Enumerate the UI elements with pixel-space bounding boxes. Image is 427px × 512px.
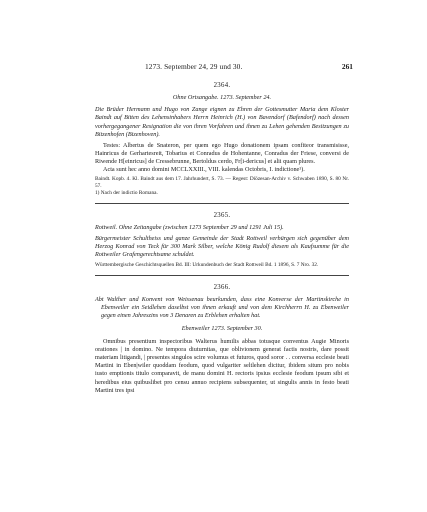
entry-2364 — [95, 82, 349, 204]
page-number: 261 — [341, 62, 353, 71]
document-page — [95, 62, 353, 395]
entry-summary: Bürgermeister Schultheiss und ganze Gemeinde der Stadt Rottweil verbürgen sich gegenüber dem Herzog Konrad von Teck für 300 Mark Silber, welche König Rudolf diesem als Kaufsumme für die Rottweiler Grafengerechtsame schuldet. — [95, 234, 349, 258]
entry-place-date: Ebenweiler 1273. September 30. — [181, 324, 263, 332]
entry-summary: Abt Walther und Konvent von Weissenau beurkunden, dass eine Konverse der Martinskirche in Ebenweiler ein Seidlehen daselbst von ihnen erkauft und von dem Kirchherrn H. zu Ebenweiler gegen einen Jahreszins von 3 Denaren zu Erblehen erhalten hat. — [95, 295, 349, 320]
entry-text: Testes: Albertus de Snateron, per quem ego Hugo donationem ipsam confiteor transmisisse, Hainricus de Gerhartesreit, Tobarius et Conradus de Hohentanne, Conradus der Friese, conversi de Riwende H[einricus] de Cressebrunne, Bertoldus cerdo, Fr[i-dericus] et alii quam plures. — [95, 141, 349, 166]
entry-text: Omnibus presentium inspectoribus Walterus humilis abbas totusque conventus Augie Minoris orationes | in domino. Ne tempora diuturnitas, que oblivionem generat factis nostris, dare possit materiam litigandi, | presentes singulos scire volumus et futuros, quod soror . . conversa ecclesie beati Martini in Eben|wiler quoddam feodum, quod vulgariter seltlehen dicitur, ibidem situm pro nobis iusto emptionis titulo comparavit, de manu domini H. rectoris ipsius ecclesie feodum ipsum sibi et heredibus eius quibuslibet pro censu annuo recipiens subsequenter, ut singulis annis in festo beati Martini tres ipsi — [95, 337, 349, 394]
entry-footnote: 1) Nach der indictio Romana. — [95, 190, 158, 197]
entry-place-date: Rottweil. Ohne Zeitangabe (zwischen 1273 September 29 und 1291 Juli 15). — [95, 224, 284, 232]
entry-divider — [95, 275, 349, 276]
entry-source: Württembergische Geschichtsquellen Bd. III: Urkundenbuch der Stadt Rottweil Bd. 1 1896, S. 7 Nro. 32. — [95, 262, 319, 269]
entry-2365 — [95, 212, 349, 276]
entry-closing: Acta sunt hec anno domini MCCLXXIII., VIII. kalendas Octobris, I. indictione¹). — [103, 166, 305, 174]
entry-2366 — [95, 284, 349, 395]
entry-divider — [95, 203, 349, 204]
running-head-title: 1273. September 24, 29 und 30. — [145, 62, 243, 71]
running-head — [95, 62, 353, 74]
entry-number: 2365. — [213, 212, 231, 220]
entry-summary: Die Brüder Hermann und Hugo von Zange eignen zu Ehren der Gottesmutter Maria dem Kloster Baindt auf Bitten des Lehensinhabers Herrn Heinrich (H.) von Bavendorf (Bafendorf) nach dessen vorhergegangener Resignation die von ihren Vorfahren und ihnen zu Lehen gehenden Besitzungen zu Bitzenhofen (Bizenhoven). — [95, 106, 349, 138]
entry-place-date: Ohne Ortsangabe. 1273. September 24. — [172, 93, 272, 101]
entry-number: 2364. — [213, 82, 231, 89]
entry-source: Baindt. Kopb. 4. Kl. Baindt aus dem 17. Jahrhundert, S. 73. — Regest: Diözesan-Archiv v. Schwaben 1890, S. 80 Nr. 57. — [95, 175, 349, 189]
entry-number: 2366. — [213, 283, 231, 291]
